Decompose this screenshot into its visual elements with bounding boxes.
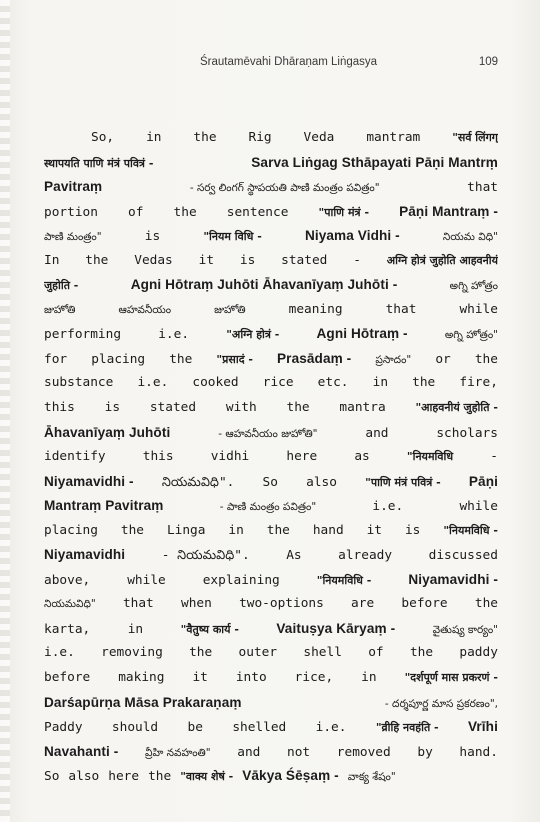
- telugu-text: - ఆహవనీయం జుహోతి": [218, 427, 318, 440]
- word: mantra: [339, 400, 386, 416]
- word: So: [262, 474, 278, 490]
- word: also: [68, 769, 100, 785]
- word: with: [225, 400, 257, 416]
- text-line: [44, 298, 498, 323]
- word: the: [85, 252, 109, 268]
- word: the: [266, 522, 290, 538]
- telugu-text: పాణి మంత్రం": [44, 231, 102, 244]
- word: of: [128, 204, 144, 220]
- word: i.e.: [44, 645, 75, 661]
- transliteration: Niyama Vidhi -: [304, 228, 400, 244]
- telugu-text: నియమవిధి": [44, 598, 96, 611]
- transliteration: Darśapūrṇa Māsa Prakaraṇaṃ: [44, 694, 242, 710]
- word: the: [189, 645, 213, 661]
- word: outer: [238, 645, 278, 661]
- telugu-text: జుహోతి: [214, 303, 246, 316]
- word: the: [474, 351, 498, 367]
- transliteration: Agni Hōtraṃ Juhōti Āhavanīyaṃ Juhōti -: [130, 277, 398, 293]
- devanagari-text: "नियमविधि -: [316, 573, 372, 587]
- text-line: [44, 322, 498, 347]
- word: explaining: [202, 572, 280, 588]
- word: the: [409, 645, 434, 661]
- word: shell: [303, 645, 342, 661]
- text-line: [44, 470, 498, 495]
- word: paddy: [459, 645, 498, 661]
- word: is: [404, 522, 421, 538]
- transliteration: Vākya Śēṣaṃ -: [242, 768, 339, 784]
- word: in: [146, 130, 162, 145]
- text-line: [44, 249, 498, 274]
- text-line: [44, 740, 498, 765]
- page-number: 109: [478, 56, 498, 68]
- text-line: [44, 126, 498, 151]
- word: shelled: [232, 720, 287, 736]
- telugu-text: వైతుష్య కార్యం": [432, 623, 498, 636]
- word: So: [44, 769, 60, 785]
- word: placing: [91, 351, 146, 367]
- word: -: [353, 252, 361, 268]
- word: scholars: [436, 425, 498, 441]
- transliteration: Agni Hōtraṃ -: [316, 326, 408, 342]
- word: the: [120, 522, 144, 538]
- word: it: [198, 252, 215, 268]
- transliteration: Navahanti -: [44, 743, 119, 759]
- telugu-text: - దర్శపూర్ణ మాస ప్రకరణం",: [384, 697, 498, 710]
- word: in: [372, 375, 389, 391]
- telugu-text: అగ్ని హోత్రం: [449, 280, 498, 293]
- devanagari-text: "प्रसादं -: [216, 352, 253, 366]
- word: two-options: [239, 596, 324, 612]
- word: Veda: [303, 130, 335, 145]
- word: - నియమవిధి".: [161, 548, 250, 564]
- word: hand: [312, 522, 344, 538]
- word: or: [435, 351, 451, 367]
- devanagari-text: "नियम विधि -: [203, 230, 262, 244]
- running-title: Śrautamēvahi Dhāraṇam Liṅgasya: [200, 56, 378, 68]
- telugu-text: - పాణి మంత్రం పవిత్రం": [219, 501, 317, 514]
- text-line: [44, 568, 498, 593]
- word: rice,: [294, 670, 334, 686]
- transliteration: Niyamavidhi -: [44, 473, 134, 489]
- word: removing: [101, 645, 163, 661]
- word: performing: [44, 327, 122, 343]
- word: identify: [44, 449, 106, 465]
- word: So,: [91, 130, 115, 145]
- word: -: [490, 449, 498, 465]
- word: Linga: [166, 522, 206, 538]
- word: karta,: [44, 621, 91, 637]
- word: already: [338, 548, 393, 564]
- word: be: [187, 720, 203, 736]
- word: removed: [336, 744, 391, 760]
- word: while: [459, 499, 498, 515]
- word: vidhi: [210, 449, 250, 465]
- text-line: [44, 175, 498, 200]
- devanagari-text: "वैतुष्य कार्य -: [180, 622, 239, 636]
- word: when: [181, 596, 212, 612]
- telugu-text: వాక్య శేషం": [347, 771, 396, 784]
- word: i.e.: [158, 327, 190, 343]
- word: for: [44, 351, 68, 367]
- word: the: [286, 400, 310, 416]
- transliteration: Mantraṃ Pavitraṃ: [44, 498, 164, 514]
- devanagari-text: "सर्व लिंगग्: [452, 131, 498, 144]
- transliteration: Prasādaṃ -: [277, 350, 352, 366]
- transliteration: Āhavanīyaṃ Juhōti: [44, 424, 171, 440]
- word: i.e.: [315, 720, 347, 736]
- word: Vedas: [134, 252, 173, 268]
- word: i.e.: [137, 375, 169, 391]
- devanagari-text: "आहवनीयं जुहोति -: [415, 401, 498, 415]
- word: Rig: [248, 130, 272, 145]
- transliteration: Vaituṣya Kāryaṃ -: [276, 620, 396, 636]
- word: before: [44, 670, 91, 686]
- word: this: [142, 449, 174, 465]
- word: it: [192, 670, 208, 686]
- word: here: [108, 769, 140, 785]
- devanagari-text: "नियमविधि -: [443, 523, 498, 537]
- devanagari-text: "वाक्य शेषं -: [180, 770, 234, 784]
- word: stated: [149, 400, 197, 416]
- word: is: [104, 400, 121, 416]
- text-line: [44, 543, 498, 568]
- text-line: [44, 151, 498, 176]
- word: it: [366, 522, 383, 538]
- word: that: [122, 596, 154, 612]
- devanagari-text: "दर्शपूर्ण मास प्रकरणं -: [404, 671, 498, 685]
- word: the: [193, 130, 217, 145]
- text-line: [44, 617, 498, 642]
- word: substance: [44, 375, 114, 391]
- text-line: [44, 715, 498, 740]
- telugu-text: - సర్వ లింగగ్ స్థాపయతి పాణి మంత్రం పవిత్రం": [189, 182, 380, 195]
- word: As: [286, 548, 302, 564]
- word: are: [351, 596, 375, 612]
- word: meaning: [288, 301, 343, 317]
- word: the: [169, 351, 193, 367]
- word: hand.: [459, 744, 498, 760]
- word: in: [361, 670, 377, 686]
- devanagari-text: अग्नि होत्रं जुहोति आहवनीयं: [386, 253, 498, 267]
- word: before: [401, 596, 448, 612]
- word: while: [127, 572, 166, 588]
- devanagari-text: "पाणि मंत्रं -: [318, 205, 370, 219]
- word: the: [474, 596, 498, 612]
- word: and: [365, 425, 389, 441]
- word: in: [228, 522, 244, 538]
- page-left-edge: [0, 0, 10, 822]
- telugu-text: నియమ విధి": [442, 231, 498, 244]
- word: etc.: [317, 375, 349, 391]
- body-paragraph: [44, 126, 498, 789]
- word: is: [144, 229, 161, 245]
- transliteration: Niyamavidhi -: [408, 571, 498, 587]
- word: making: [118, 670, 165, 686]
- text-line: [44, 371, 498, 396]
- text-line: [44, 273, 498, 298]
- telugu-text: జుహోతి: [44, 303, 76, 316]
- transliteration: Pāṇi Mantraṃ -: [399, 203, 498, 219]
- word: that: [467, 180, 498, 196]
- word: fire,: [459, 375, 498, 391]
- word: placing: [44, 522, 98, 538]
- word: this: [44, 400, 75, 416]
- word: cooked: [192, 375, 239, 391]
- text-line: [44, 200, 498, 225]
- transliteration: Niyamavidhi: [44, 547, 126, 563]
- text-line: [44, 494, 498, 519]
- word: that: [385, 301, 417, 317]
- text-line: [44, 519, 498, 544]
- text-line: [44, 347, 498, 372]
- word: the: [148, 769, 172, 785]
- word: and: [237, 744, 261, 760]
- word: Paddy: [44, 720, 83, 736]
- word: into: [235, 670, 267, 686]
- devanagari-text: "पाणि मंत्रं पवित्रं -: [365, 475, 441, 489]
- word: of: [368, 645, 384, 661]
- text-line: [44, 592, 498, 617]
- devanagari-text: "व्रीहि नवहंति -: [375, 721, 439, 735]
- word: while: [459, 301, 498, 317]
- word: In: [44, 252, 60, 268]
- word: also: [306, 474, 337, 490]
- devanagari-text: स्थापयति पाणि मंत्रं पवित्रं -: [44, 156, 154, 170]
- transliteration: Vrīhi: [468, 719, 498, 735]
- word: in: [127, 621, 144, 637]
- word: stated: [281, 252, 328, 268]
- text-line: [44, 641, 498, 666]
- text-line: [44, 224, 498, 249]
- telugu-text: ప్రసాదం": [375, 353, 412, 366]
- word: rice: [262, 375, 294, 391]
- text-line: [44, 445, 498, 470]
- word: portion: [44, 204, 98, 220]
- text-line: [44, 396, 498, 421]
- word: నియమవిధి".: [161, 474, 235, 490]
- devanagari-text: "अग्नि होत्रं -: [226, 328, 280, 342]
- transliteration: Pāṇi: [468, 473, 498, 489]
- word: the: [173, 204, 197, 220]
- text-line: [44, 691, 498, 716]
- text-line: [44, 666, 498, 691]
- word: as: [354, 449, 370, 465]
- telugu-text: అగ్ని హోత్రం": [444, 329, 498, 342]
- word: should: [111, 720, 159, 736]
- word: above,: [44, 572, 91, 588]
- word: not: [287, 744, 311, 760]
- word: the: [412, 375, 436, 391]
- word: here: [286, 449, 318, 465]
- word: sentence: [226, 204, 289, 220]
- telugu-text: వ్రీహి నవహంతి": [145, 746, 211, 759]
- devanagari-text: जुहोति -: [44, 279, 79, 293]
- transliteration: Sarva Liṅgag Sthāpayati Pāṇi Mantrṃ: [251, 154, 498, 170]
- text-line: [44, 421, 498, 446]
- text-line: [44, 764, 498, 789]
- word: by: [417, 744, 433, 760]
- devanagari-text: "नियमविधि: [406, 450, 454, 464]
- word: mantram: [366, 130, 421, 145]
- word: i.e.: [372, 499, 404, 515]
- transliteration: Pavitraṃ: [44, 179, 103, 195]
- word: is: [239, 252, 256, 268]
- telugu-text: ఆహవనీయం: [118, 303, 172, 316]
- word: discussed: [428, 548, 498, 564]
